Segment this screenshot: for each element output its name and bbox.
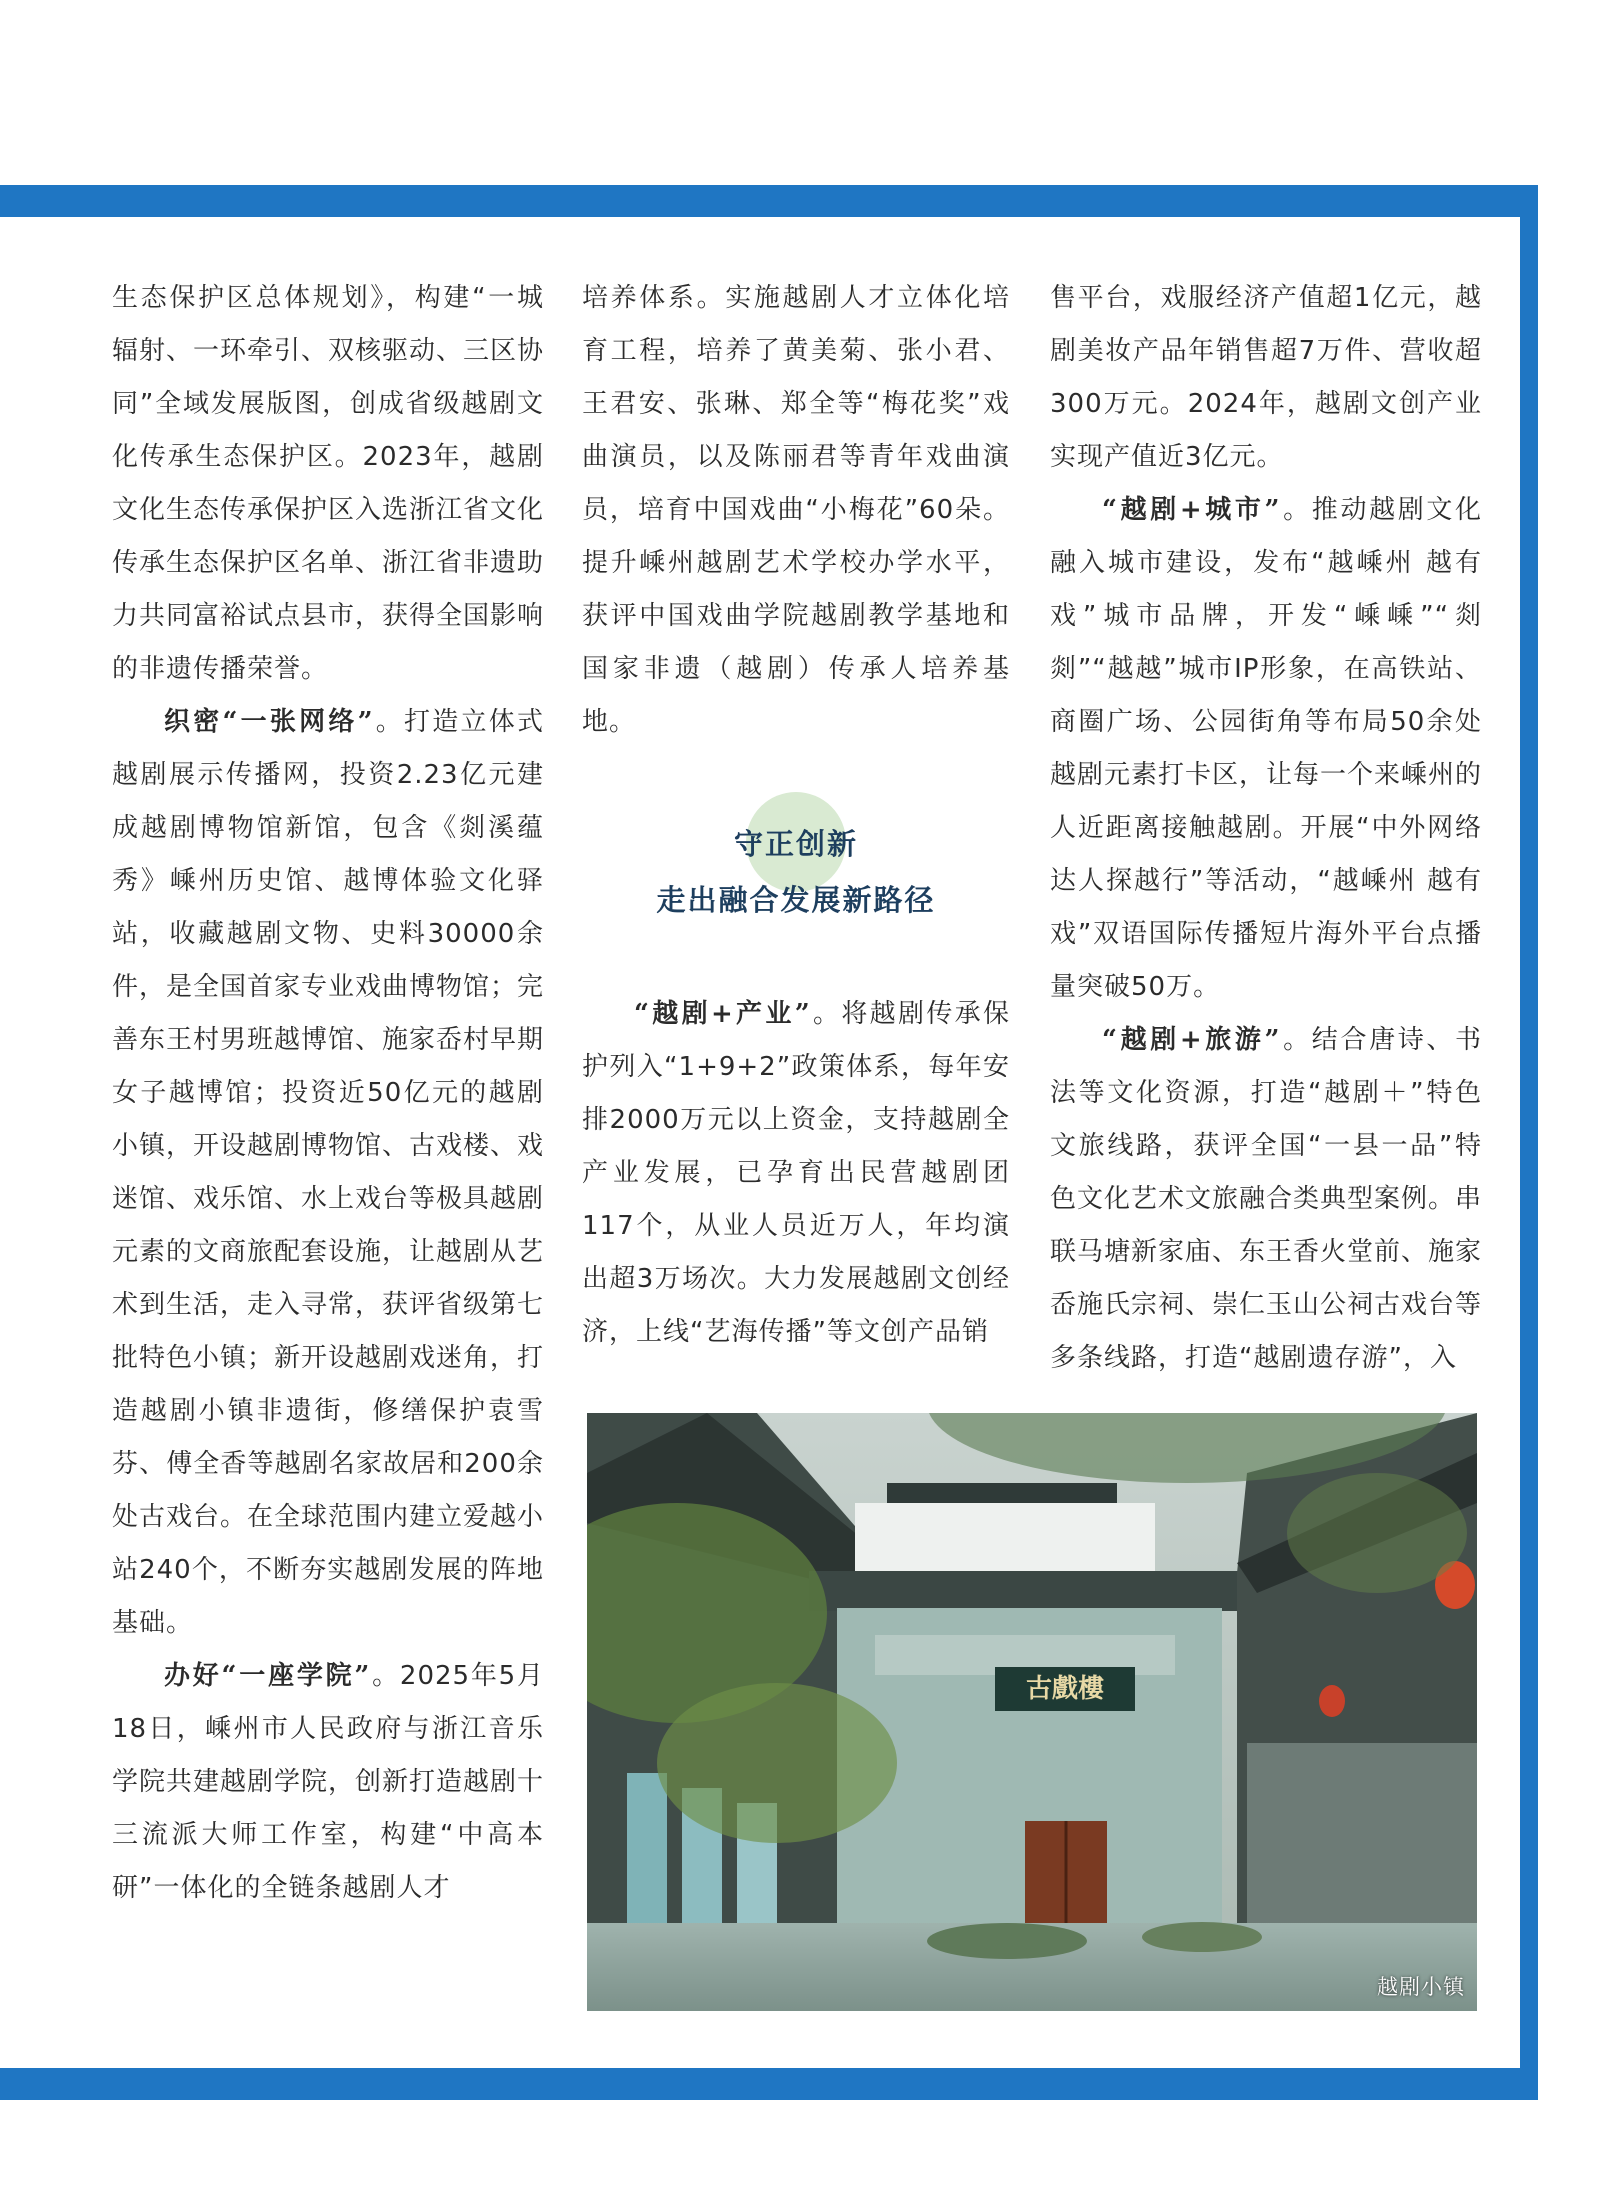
shrub-center: [927, 1923, 1087, 1959]
section-heading: [582, 790, 1010, 940]
foliage-blur-right: [1287, 1473, 1467, 1593]
col3-paragraph-2: [1050, 484, 1482, 1014]
col2-paragraph-1: 培养体系。实施越剧人才立体化培育工程，培养了黄美菊、张小君、王君安、张琳、郑全等“梅花奖”戏曲演员，以及陈丽君等青年戏曲演员，培育中国戏曲“小梅花”60朵。提升嵊州越剧艺术学校办学水平，获评中国戏曲学院越剧教学基地和国家非遗（越剧）传承人培养基地。: [582, 283, 1010, 737]
col3-paragraph-3-lead: “越剧+旅游”: [1102, 1025, 1282, 1055]
col2-paragraph-2-body: 。将越剧传承保护列入“1+9+2”政策体系，每年安排2000万元以上资金，支持越剧全产业发展，已孕育出民营越剧团117个，从业人员近万人，年均演出超3万场次。大力发展越剧文创经济，上线“艺海传播”等文创产品销: [582, 999, 1010, 1347]
article-column-2-lower: [582, 988, 1010, 1359]
col2-paragraph-2-lead: “越剧+产业”: [634, 999, 812, 1029]
col1-paragraph-3-lead: 办好“一座学院”: [164, 1661, 372, 1691]
frame-top-bar: [0, 185, 1538, 217]
col1-paragraph-2-lead: 织密“一张网络”: [164, 707, 375, 737]
col3-paragraph-3-body: 。结合唐诗、书法等文化资源，打造“越剧＋”特色文旅线路，获评全国“一县一品”特色文化艺术文旅融合类典型案例。串联马塘新家庙、东王香火堂前、施家岙施氏宗祠、崇仁玉山公祠古戏台等多条线路，打造“越剧遗存游”，入: [1050, 1025, 1483, 1373]
section-heading-line-2: 走出融合发展新路径: [656, 883, 936, 917]
section-heading-line-1: 守正创新: [733, 827, 858, 861]
photo-yueju-town: [587, 1413, 1477, 2011]
left-banner-1: [627, 1773, 667, 1933]
col1-paragraph-3-body: 。2025年5月18日，嵊州市人民政府与浙江音乐学院共建越剧学院，创新打造越剧十三流派大师工作室，构建“中高本研”一体化的全链条越剧人才: [112, 1661, 545, 1903]
central-roof-cap: [887, 1483, 1117, 1505]
foliage-blur-mid: [657, 1683, 897, 1843]
col3-paragraph-1: 售平台，戏服经济产值超1亿元，越剧美妆产品年销售超7万件、营收超300万元。2024年，越剧文创产业实现产值近3亿元。: [1050, 283, 1482, 472]
article-column-2-upper: [582, 272, 1010, 749]
frame-bottom-bar: [0, 2068, 1538, 2100]
col3-paragraph-3: [1050, 1014, 1482, 1385]
shrub-right: [1142, 1922, 1262, 1952]
article-column-3: [1050, 272, 1482, 1385]
article-column-1: [112, 272, 544, 1915]
red-lantern-2: [1319, 1685, 1345, 1717]
col1-paragraph-1: 生态保护区总体规划》，构建“一城辐射、一环牵引、双核驱动、三区协同”全域发展版图，创成省级越剧文化传承生态保护区。2023年，越剧文化生态传承保护区入选浙江省文化传承生态保护区名单、浙江省非遗助力共同富裕试点县市，获得全国影响的非遗传播荣誉。: [112, 283, 545, 684]
col3-paragraph-2-body: 。推动越剧文化融入城市建设，发布“越嵊州 越有戏”城市品牌，开发“嵊嵊”“剡剡”“越越”城市IP形象，在高铁站、商圈广场、公园街角等布局50余处越剧元素打卡区，让每一个来嵊州的人近距离接触越剧。开展“中外网络达人探越行”等活动，“越嵊州 越有戏”双语国际传播短片海外平台点播量突破50万。: [1050, 495, 1483, 1002]
frame-right-bar: [1520, 185, 1538, 2100]
central-roof-eave: [809, 1571, 1249, 1611]
signboard-text: 古戲樓: [1025, 1674, 1105, 1704]
col3-paragraph-2-lead: “越剧+城市”: [1102, 495, 1282, 525]
col1-paragraph-2: [112, 696, 544, 1650]
col1-paragraph-2-body: 。打造立体式越剧展示传播网，投资2.23亿元建成越剧博物馆新馆，包含《剡溪蕴秀》嵊州历史馆、越博体验文化驿站，收藏越剧文物、史料30000余件，是全国首家专业戏曲博物馆；完善东王村男班越博馆、施家岙村早期女子越博馆；投资近50亿元的越剧小镇，开设越剧博物馆、古戏楼、戏迷馆、戏乐馆、水上戏台等极具越剧元素的文商旅配套设施，让越剧从艺术到生活，走入寻常，获评省级第七批特色小镇；新开设越剧戏迷角，打造越剧小镇非遗街，修缮保护袁雪芬、傅全香等越剧名家故居和200余处古戏台。在全球范围内建立爱越小站240个，不断夯实越剧发展的阵地基础。: [112, 707, 545, 1638]
col2-paragraph-2: [582, 988, 1010, 1359]
central-gable: [855, 1503, 1155, 1573]
col1-paragraph-3: [112, 1650, 544, 1915]
photo-illustration: [587, 1413, 1477, 2011]
photo-caption: 越剧小镇: [1377, 1975, 1465, 1999]
